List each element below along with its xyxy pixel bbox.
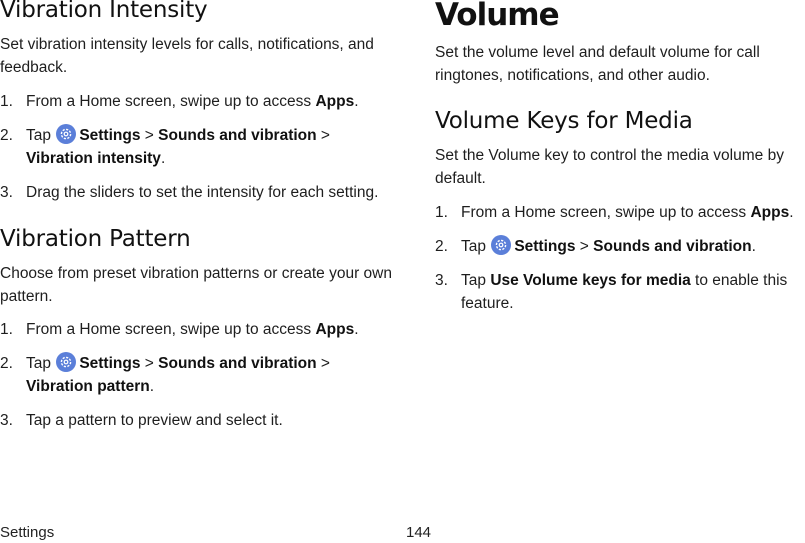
gear-icon <box>56 124 76 144</box>
section-desc: Set vibration intensity levels for calls, notifications, and feedback. <box>0 36 374 76</box>
gear-icon <box>491 235 511 255</box>
list-item: 3. Drag the sliders to set the intensity for each setting. <box>0 184 379 201</box>
list-item: 1. From a Home screen, swipe up to access Apps. <box>0 93 359 110</box>
list-item: 2. Tap Settings > Sounds and vibration > Vibration pattern. <box>0 352 410 398</box>
section-title-vibration-intensity: Vibration Intensity <box>0 0 208 23</box>
section-desc: Choose from preset vibration patterns or create your own pattern. <box>0 265 392 305</box>
list-item: 3. Tap a pattern to preview and select it. <box>0 412 283 429</box>
gear-icon <box>56 352 76 372</box>
list-item: 3. Tap Use Volume keys for media to enable this feature. <box>435 272 788 312</box>
page-heading-volume: Volume <box>435 0 559 33</box>
section-title-vibration-pattern: Vibration Pattern <box>0 226 191 252</box>
list-item: 2. Tap Settings > Sounds and vibration. <box>435 235 805 258</box>
list-item: 2. Tap Settings > Sounds and vibration > Vibration intensity. <box>0 124 410 170</box>
steps-list <box>0 90 410 204</box>
list-item: 1. From a Home screen, swipe up to access Apps. <box>0 321 359 338</box>
list-item: 1. From a Home screen, swipe up to access Apps. <box>435 204 794 221</box>
page-number: 144 <box>406 524 432 541</box>
footer-section-name: Settings <box>0 524 55 541</box>
steps-list <box>0 318 410 432</box>
section-desc: Set the Volume key to control the media volume by default. <box>435 147 784 187</box>
section-title-volume-keys: Volume Keys for Media <box>435 108 693 134</box>
section-desc: Set the volume level and default volume for call ringtones, notifications, and other audio. <box>435 44 760 84</box>
steps-list <box>435 201 805 315</box>
